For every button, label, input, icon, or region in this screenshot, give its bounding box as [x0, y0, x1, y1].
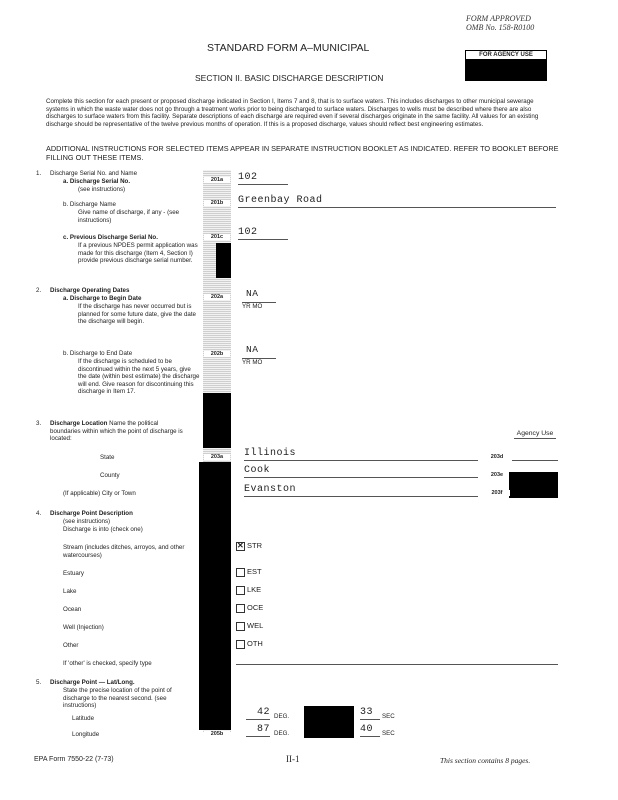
item2-number: 2.: [36, 287, 42, 294]
option-well[interactable]: [236, 621, 263, 631]
serial-no-field[interactable]: 102: [238, 172, 288, 185]
latitude-label: Latitude: [72, 715, 95, 722]
code-201a: 201a: [204, 177, 230, 183]
item1b-label: b. Discharge Name: [63, 201, 116, 208]
estuary-checkbox[interactable]: [236, 568, 245, 577]
item1-title: Discharge Serial No. and Name: [50, 170, 138, 177]
latitude-deg-field[interactable]: 42: [246, 707, 270, 720]
ocean-checkbox[interactable]: [236, 604, 245, 613]
item2a-sub: If the discharge has never occurred but is planned for some future date, give the date the discharge will begin.: [78, 303, 196, 326]
option-other-label: Other: [63, 642, 79, 649]
code-203e: 203e: [484, 472, 510, 478]
other-checkbox[interactable]: [236, 640, 245, 649]
longitude-sec-label: SEC: [382, 730, 395, 737]
code-202b: 202b: [204, 351, 230, 357]
option-other[interactable]: [236, 639, 263, 649]
option-estuary[interactable]: [236, 567, 262, 577]
redaction-203: [203, 393, 231, 448]
item2b-label: b. Discharge to End Date: [63, 350, 133, 357]
item1b-sub: Give name of discharge, if any - (see instructions): [78, 209, 180, 224]
item4-title: Discharge Point Description: [50, 510, 133, 517]
estuary-code: EST: [247, 567, 262, 576]
state-agency-field[interactable]: [512, 460, 558, 461]
ocean-code: OCE: [247, 603, 264, 612]
option-lake[interactable]: [236, 585, 261, 595]
state-field[interactable]: Illinois: [244, 448, 478, 461]
agency-use-label: Agency Use: [514, 430, 556, 439]
longitude-deg-field[interactable]: 87: [246, 724, 270, 737]
agency-use-redaction: [465, 59, 547, 81]
item4-sub1: (see instructions): [63, 518, 111, 525]
option-estuary-label: Estuary: [63, 570, 84, 577]
option-stream[interactable]: [236, 541, 262, 551]
previous-serial-field[interactable]: 102: [238, 227, 288, 240]
item4-number: 4.: [36, 510, 42, 517]
item2b-sub: If the discharge is scheduled to be discontinued within the next 5 years, give the date (within best estimate) the discharge will end. Give reason for discontinuing this discharge in Item 17.: [78, 358, 200, 396]
code-202a: 202a: [204, 294, 230, 300]
item5-number: 5.: [36, 679, 42, 686]
footer-form-number: EPA Form 7550-22 (7-73): [34, 756, 114, 763]
item2a-label: a. Discharge to Begin Date: [63, 295, 142, 302]
redaction-column-lower: [199, 462, 231, 730]
city-field[interactable]: Evanston: [244, 484, 478, 497]
minutes-redaction: [304, 706, 354, 738]
form-approved: FORM APPROVED: [466, 14, 531, 23]
option-ocean-label: Ocean: [63, 606, 82, 613]
stream-code: STR: [247, 541, 262, 550]
option-lake-label: Lake: [63, 588, 77, 595]
item4-sub2: Discharge is into (check one): [63, 526, 143, 533]
other-code: OTH: [247, 639, 263, 648]
stream-checkbox[interactable]: [236, 542, 245, 551]
item1c-label: c. Previous Discharge Serial No.: [63, 234, 158, 241]
option-stream-label: Stream (includes ditches, arroyos, and other watercourses): [63, 544, 185, 559]
code-203a: 203a: [204, 454, 230, 460]
discharge-name-field[interactable]: Greenbay Road: [238, 195, 556, 208]
latitude-sec-field[interactable]: 33: [360, 707, 380, 720]
end-date-field[interactable]: NA: [246, 344, 259, 355]
code-203f: 203f: [484, 490, 510, 496]
city-label: (If applicable) City or Town: [63, 490, 136, 497]
item3-title: Discharge Location: [50, 420, 108, 427]
code-203d: 203d: [484, 454, 510, 460]
well-checkbox[interactable]: [236, 622, 245, 631]
state-label: State: [100, 454, 115, 461]
item1a-label: a. Discharge Serial No.: [63, 178, 131, 185]
latitude-sec-label: SEC: [382, 713, 395, 720]
additional-instructions: ADDITIONAL INSTRUCTIONS FOR SELECTED ITEMS APPEAR IN SEPARATE INSTRUCTION BOOKLET AS INDICATED. REFER TO BOOKLET BEFORE FILLING OUT THESE ITEMS.: [46, 144, 559, 162]
lake-code: LKE: [247, 585, 262, 594]
item5-title: Discharge Point — Lat/Long.: [50, 679, 135, 686]
footer-pages-note: This section contains 8 pages.: [440, 756, 531, 765]
option-well-label: Well (Injection): [63, 624, 104, 631]
footer-page-number: II-1: [286, 754, 300, 764]
item3-sub: Name the political boundaries within which the point of discharge is located:: [50, 420, 183, 443]
county-field[interactable]: Cook: [244, 465, 478, 478]
well-code: WEL: [247, 621, 264, 630]
item1c-sub: If a previous NPDES permit application was made for this discharge (Item 4, Section I) provide previous discharge serial number.: [78, 242, 198, 265]
county-label: County: [100, 472, 120, 479]
item3-title-line: [50, 420, 185, 443]
code-201c: 201c: [204, 234, 230, 240]
other-specify-field[interactable]: [236, 664, 558, 665]
longitude-deg-label: DEG.: [274, 730, 290, 737]
section-title: SECTION II. BASIC DISCHARGE DESCRIPTION: [195, 73, 384, 83]
end-date-yr-mo: YR MO: [242, 358, 276, 367]
lake-checkbox[interactable]: [236, 586, 245, 595]
option-ocean[interactable]: [236, 603, 263, 613]
longitude-sec-field[interactable]: 40: [360, 724, 380, 737]
latitude-deg-label: DEG.: [274, 713, 290, 720]
form-title: STANDARD FORM A–MUNICIPAL: [207, 42, 370, 54]
other-specify-label: If 'other' is checked, specify type: [63, 660, 152, 667]
item1a-sub: (see instructions): [78, 186, 126, 193]
agency-use-header: FOR AGENCY USE: [465, 50, 547, 60]
item1-number: 1.: [36, 170, 42, 177]
item3-number: 3.: [36, 420, 42, 427]
code-205b: 205b: [204, 731, 230, 737]
code-201b: 201b: [204, 200, 230, 206]
redaction-201c: [216, 243, 231, 278]
longitude-label: Longitude: [72, 731, 100, 738]
begin-date-field[interactable]: NA: [246, 288, 259, 299]
omb-number: OMB No. 158-R0100: [466, 23, 535, 32]
item5-sub: State the precise location of the point of discharge to the nearest second. (see instructions): [63, 687, 172, 710]
agency-redaction: [509, 472, 558, 498]
begin-date-yr-mo: YR MO: [242, 302, 276, 311]
item2-title: Discharge Operating Dates: [50, 287, 130, 294]
intro-paragraph: Complete this section for each present or proposed discharge indicated in Section I, Items 7 and 8, that is to surface waters. This includes discharges to other municipal sewerage systems in which the waste water does not go through a treatment works prior to being discharged to surface waters. Discharges to wells must be described where there are also discharges to surface waters from this facility. Separate descriptions of each discharge are required even if several discharges originate in the same facility. All values for an existing discharge should be representative of the twelve previous months of operation. If this is a proposed discharge, values should reflect best engineering estimates.: [46, 98, 539, 128]
